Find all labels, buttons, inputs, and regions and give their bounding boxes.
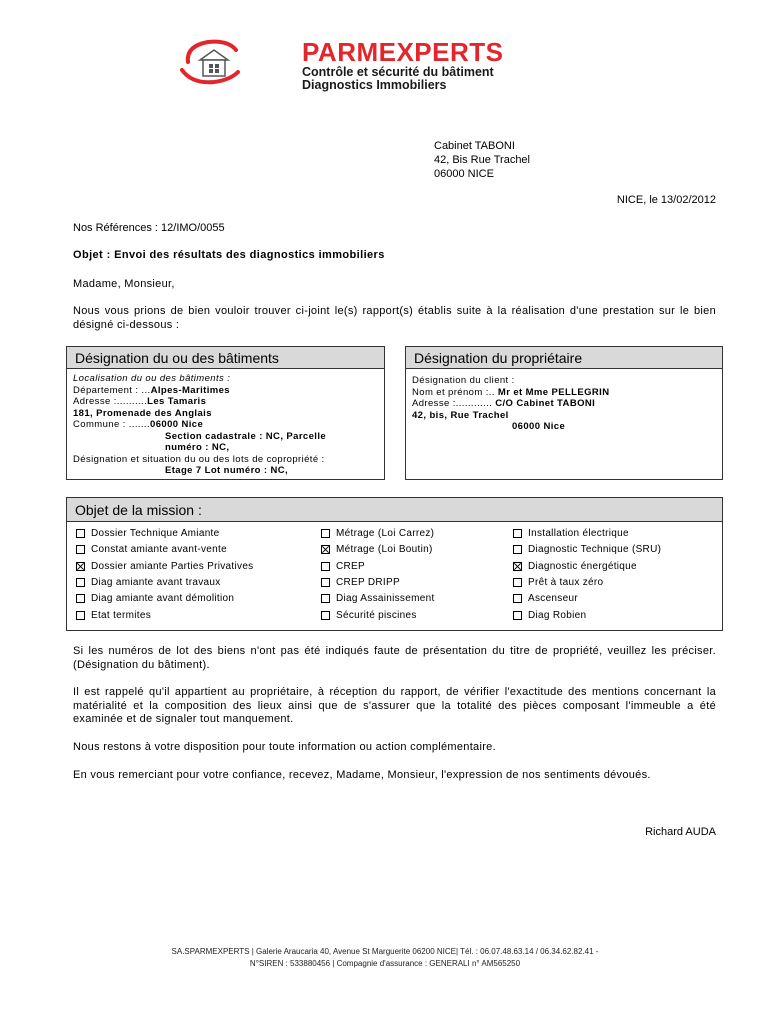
- mission-item: [513, 544, 661, 555]
- address-label: Adresse :..........: [73, 396, 148, 407]
- owner-responsibility-paragraph: Il est rappelé qu'il appartient au propriétaire, à réception du rapport, de vérifier l'exactitude des mentions concernant la matérialité et la composition des lieux ainsi que de s'assurer que la totalité des pièces composant l'immeuble a été examinée et de signaler tout manquement.: [73, 686, 716, 725]
- checkbox[interactable]: [513, 578, 522, 587]
- reference-number: Nos Références : 12/IMO/0055: [73, 222, 225, 234]
- mission-item-label: Diagnostic énergétique: [528, 560, 637, 572]
- brand-block: [302, 38, 504, 92]
- address-value: Les Tamaris: [147, 396, 207, 407]
- lot-numbers-paragraph: Si les numéros de lot des biens n'ont pas été indiqués faute de présentation du titre de propriété, veuillez les préciser. (Désignation du bâtiment).: [73, 645, 716, 671]
- department-label: Département : ...: [73, 384, 151, 396]
- letter-date: NICE, le 13/02/2012: [616, 194, 716, 206]
- mission-item: [76, 544, 227, 555]
- mission-item: [76, 593, 234, 604]
- closing-paragraph: En vous remerciant pour votre confiance, recevez, Madame, Monsieur, l'expression de nos sentiments dévoués.: [73, 769, 651, 781]
- owner-box-title: Désignation du propriétaire: [406, 347, 722, 369]
- commune-label: Commune : .......: [73, 419, 151, 430]
- mission-item: [76, 577, 221, 588]
- buildings-box: [66, 346, 385, 480]
- brand-tagline-2: Diagnostics Immobiliers: [302, 78, 447, 92]
- checkbox[interactable]: [321, 611, 330, 620]
- letter-subject: Objet : Envoi des résultats des diagnostics immobiliers: [73, 249, 385, 261]
- checkbox[interactable]: [513, 611, 522, 620]
- mission-grid: [67, 522, 722, 630]
- mission-item-label: Diagnostic Technique (SRU): [528, 544, 662, 556]
- checkbox[interactable]: [321, 578, 330, 587]
- buildings-box-title: Désignation du ou des bâtiments: [67, 347, 384, 369]
- mission-item: [321, 577, 400, 588]
- mission-item: [513, 610, 586, 621]
- checkbox[interactable]: [513, 529, 522, 538]
- footer-line1: SA.SPARMEXPERTS | Galerie Araucaria 40, Avenue St Marguerite 06200 NICE| Tél. : 06.07.48.63.14 / 06.34.62.82.41 -: [171, 947, 599, 956]
- checkbox[interactable]: [321, 594, 330, 603]
- client-label: Désignation du client :: [412, 375, 515, 386]
- brand-name: PARMEXPERTS: [302, 37, 504, 67]
- location-label: Localisation du ou des bâtiments :: [73, 373, 231, 384]
- checkbox[interactable]: [513, 545, 522, 554]
- mission-item-label: Diag amiante avant démolition: [91, 593, 235, 605]
- mission-item-label: Diag Robien: [528, 609, 587, 621]
- mission-item: [321, 610, 417, 621]
- checkbox[interactable]: [76, 578, 85, 587]
- intro-paragraph: Nous vous prions de bien vouloir trouver ci-joint le(s) rapport(s) établis suite à la réalisation d'une prestation sur le bien désigné ci-dessous :: [73, 305, 716, 331]
- mission-item-label: Sécurité piscines: [336, 609, 417, 621]
- owner-address-value: C/O Cabinet TABONI: [495, 398, 596, 409]
- mission-item: [321, 528, 434, 539]
- signature-name: Richard AUDA: [645, 826, 716, 838]
- mission-item-label: Etat termites: [91, 609, 152, 621]
- mission-item-label: Dossier amiante Parties Privatives: [91, 560, 254, 572]
- recipient-street: 42, Bis Rue Trachel: [434, 154, 530, 166]
- owner-name-value: Mr et Mme PELLEGRIN: [497, 386, 610, 398]
- checkbox[interactable]: [76, 529, 85, 538]
- owner-box-body: [406, 369, 722, 437]
- recipient-address: [434, 139, 530, 181]
- owner-address-row: [412, 398, 716, 410]
- mission-item-label: Diag amiante avant travaux: [91, 576, 221, 588]
- mission-item: [76, 561, 253, 572]
- owner-address-line2: 42, bis, Rue Trachel: [412, 409, 509, 421]
- checkbox[interactable]: [76, 594, 85, 603]
- mission-item-label: Métrage (Loi Boutin): [336, 544, 433, 556]
- mission-item: [76, 528, 220, 539]
- mission-item-label: Ascenseur: [528, 593, 578, 605]
- mission-item-label: Constat amiante avant-vente: [91, 544, 227, 556]
- mission-item-label: Prêt à taux zéro: [528, 576, 604, 588]
- mission-item: [321, 544, 433, 555]
- brand-tagline-1: Contrôle et sécurité du bâtiment: [302, 65, 494, 79]
- mission-box: [66, 497, 723, 631]
- owner-box: [405, 346, 723, 480]
- commune-value: 06000 Nice: [150, 419, 204, 430]
- owner-city: 06000 Nice: [512, 421, 566, 432]
- department-row: [73, 385, 378, 397]
- salutation: Madame, Monsieur,: [73, 278, 175, 290]
- mission-box-title: Objet de la mission :: [67, 498, 722, 522]
- checked-checkbox[interactable]: [513, 562, 522, 571]
- owner-address-label: Adresse :............: [412, 398, 493, 409]
- recipient-city: 06000 NICE: [434, 168, 494, 180]
- availability-paragraph: Nous restons à votre disposition pour toute information ou action complémentaire.: [73, 741, 496, 753]
- address-row: [73, 396, 378, 408]
- mission-item: [76, 610, 151, 621]
- mission-item: [513, 528, 629, 539]
- footer-line2: N°SIREN : 533880456 | Compagnie d'assurance : GENERALI n° AM565250: [249, 959, 521, 968]
- mission-item: [321, 593, 435, 604]
- address-line2: 181, Promenade des Anglais: [73, 407, 212, 419]
- footer: [0, 946, 770, 970]
- mission-item-label: Installation électrique: [528, 528, 629, 539]
- section-line1: Section cadastrale : NC, Parcelle: [165, 430, 327, 442]
- checkbox[interactable]: [321, 529, 330, 538]
- lots-value: Etage 7 Lot numéro : NC,: [165, 465, 289, 476]
- checkbox[interactable]: [513, 594, 522, 603]
- checkbox[interactable]: [321, 562, 330, 571]
- mission-item-label: Diag Assainissement: [336, 593, 435, 605]
- lots-label: Désignation et situation du ou des lots de copropriété :: [73, 453, 325, 465]
- department-value: Alpes-Maritimes: [150, 384, 230, 396]
- checkbox[interactable]: [76, 545, 85, 554]
- mission-item: [513, 561, 637, 572]
- recipient-name: Cabinet TABONI: [434, 140, 515, 152]
- mission-item: [513, 593, 578, 604]
- owner-name-row: [412, 387, 716, 399]
- house-logo-icon: [178, 36, 242, 88]
- owner-name-label: Nom et prénom :..: [412, 386, 495, 398]
- mission-item-label: Métrage (Loi Carrez): [336, 528, 435, 539]
- checked-checkbox[interactable]: [76, 562, 85, 571]
- mission-item-label: CREP: [336, 560, 365, 572]
- checkbox[interactable]: [76, 611, 85, 620]
- mission-item-label: Dossier Technique Amiante: [91, 528, 220, 539]
- checked-checkbox[interactable]: [321, 545, 330, 554]
- buildings-box-body: [67, 369, 384, 481]
- mission-item: [321, 561, 365, 572]
- mission-item-label: CREP DRIPP: [336, 576, 400, 588]
- section-line2: numéro : NC,: [165, 442, 230, 453]
- commune-row: [73, 419, 378, 431]
- mission-item: [513, 577, 603, 588]
